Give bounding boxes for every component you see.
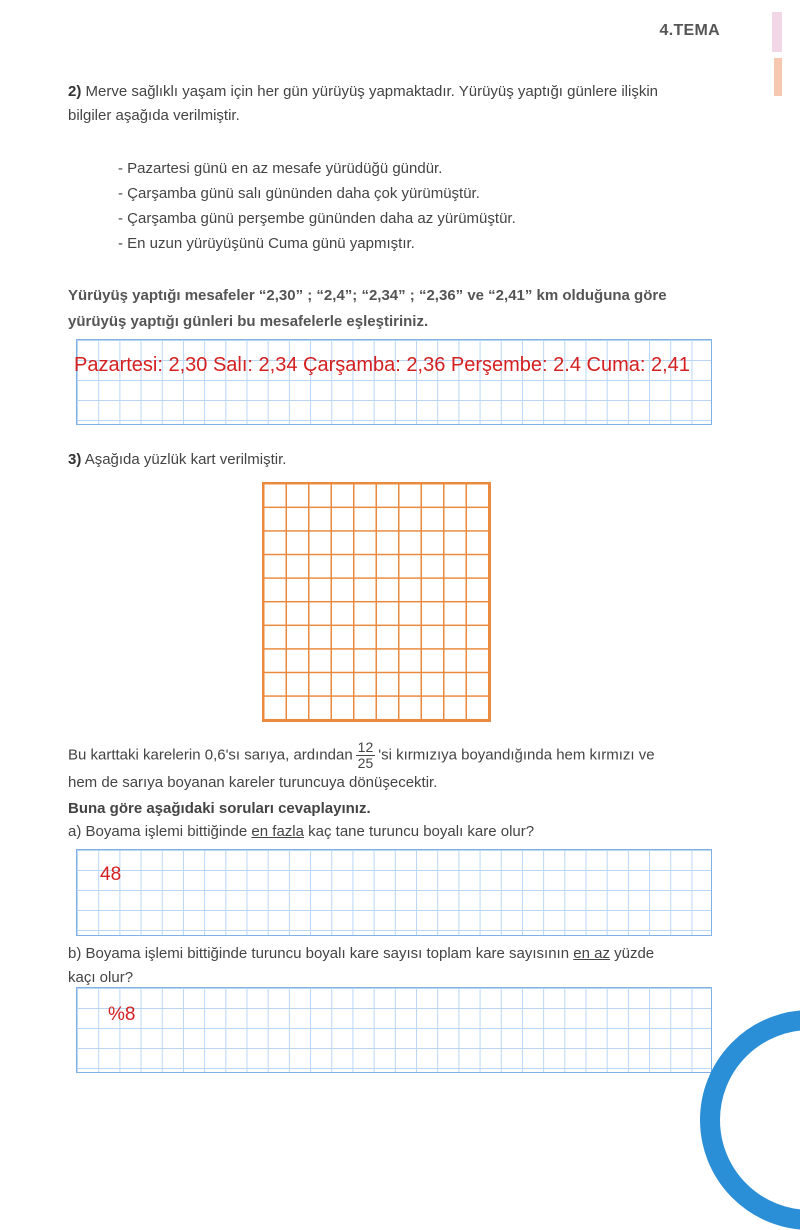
q3a-prefix: a) Boyama işlemi bittiğinde	[68, 823, 248, 840]
q3-text-line2: hem de sarıya boyanan kareler turuncuya dönüşecektir.	[68, 774, 438, 791]
q3b-line2: kaçı olur?	[68, 969, 134, 986]
fraction	[356, 740, 376, 771]
q2-clue: - Pazartesi günü en az mesafe yürüdüğü gündür.	[118, 160, 443, 177]
q2-question-line2: yürüyüş yaptığı günleri bu mesafelerle eşleştiriniz.	[68, 313, 429, 330]
q3-text-part2: 'si kırmızıya boyandığında hem kırmızı ve	[378, 746, 655, 764]
q2-clues	[118, 156, 516, 256]
q3a-question	[68, 820, 534, 844]
fraction-denominator: 25	[357, 755, 374, 771]
top-accent-pink	[772, 12, 782, 52]
q3a-underlined: en fazla	[251, 823, 304, 840]
q3-text-part1: Bu karttaki karelerin 0,6'sı sarıya, ardından	[68, 746, 353, 764]
q2-answer: Pazartesi: 2,30 Salı: 2,34 Çarşamba: 2,36 Perşembe: 2.4 Cuma: 2,41	[74, 354, 690, 376]
q3-intro	[68, 448, 286, 472]
top-accent-peach	[774, 58, 782, 96]
q3b-answer-box[interactable]	[76, 987, 712, 1073]
q2-intro	[68, 80, 728, 128]
fraction-numerator: 12	[357, 739, 374, 755]
q3b-question	[68, 942, 728, 990]
q3b-answer: %8	[108, 1004, 136, 1025]
page-header: 4.TEMA	[659, 22, 720, 39]
q2-question	[68, 283, 748, 335]
decorative-arc	[700, 1010, 800, 1230]
hundred-grid-card	[262, 482, 491, 722]
q2-question-line1: Yürüyüş yaptığı mesafeler “2,30” ; “2,4”; “2,34” ; “2,36” ve “2,41” km olduğuna göre	[68, 287, 667, 304]
q2-answer-box[interactable]	[76, 339, 712, 425]
q2-clue: - Çarşamba günü salı gününden daha çok yürümüştür.	[118, 185, 480, 202]
q3a-answer: 48	[100, 864, 122, 885]
q3b-prefix: b) Boyama işlemi bittiğinde turuncu boyalı kare sayısı toplam kare sayısının	[68, 945, 570, 962]
q3a-answer-box[interactable]	[76, 849, 712, 936]
q2-number: 2)	[68, 83, 82, 100]
q2-clue: - Çarşamba günü perşembe gününden daha az yürümüştür.	[118, 210, 516, 227]
q3-text	[68, 740, 728, 795]
q3b-suffix: yüzde	[614, 945, 655, 962]
q3-intro-text: Aşağıda yüzlük kart verilmiştir.	[84, 451, 287, 468]
q2-intro-line2: bilgiler aşağıda verilmiştir.	[68, 107, 240, 124]
q3b-underlined: en az	[573, 945, 610, 962]
q2-clue: - En uzun yürüyüşünü Cuma günü yapmıştır.	[118, 235, 415, 252]
q3a-suffix: kaç tane turuncu boyalı kare olur?	[308, 823, 535, 840]
q2-intro-line1: Merve sağlıklı yaşam için her gün yürüyüş yapmaktadır. Yürüyüş yaptığı günlere ilişkin	[85, 83, 659, 100]
q3-instruction: Buna göre aşağıdaki soruları cevaplayınız.	[68, 800, 371, 817]
q3-number: 3)	[68, 451, 82, 468]
